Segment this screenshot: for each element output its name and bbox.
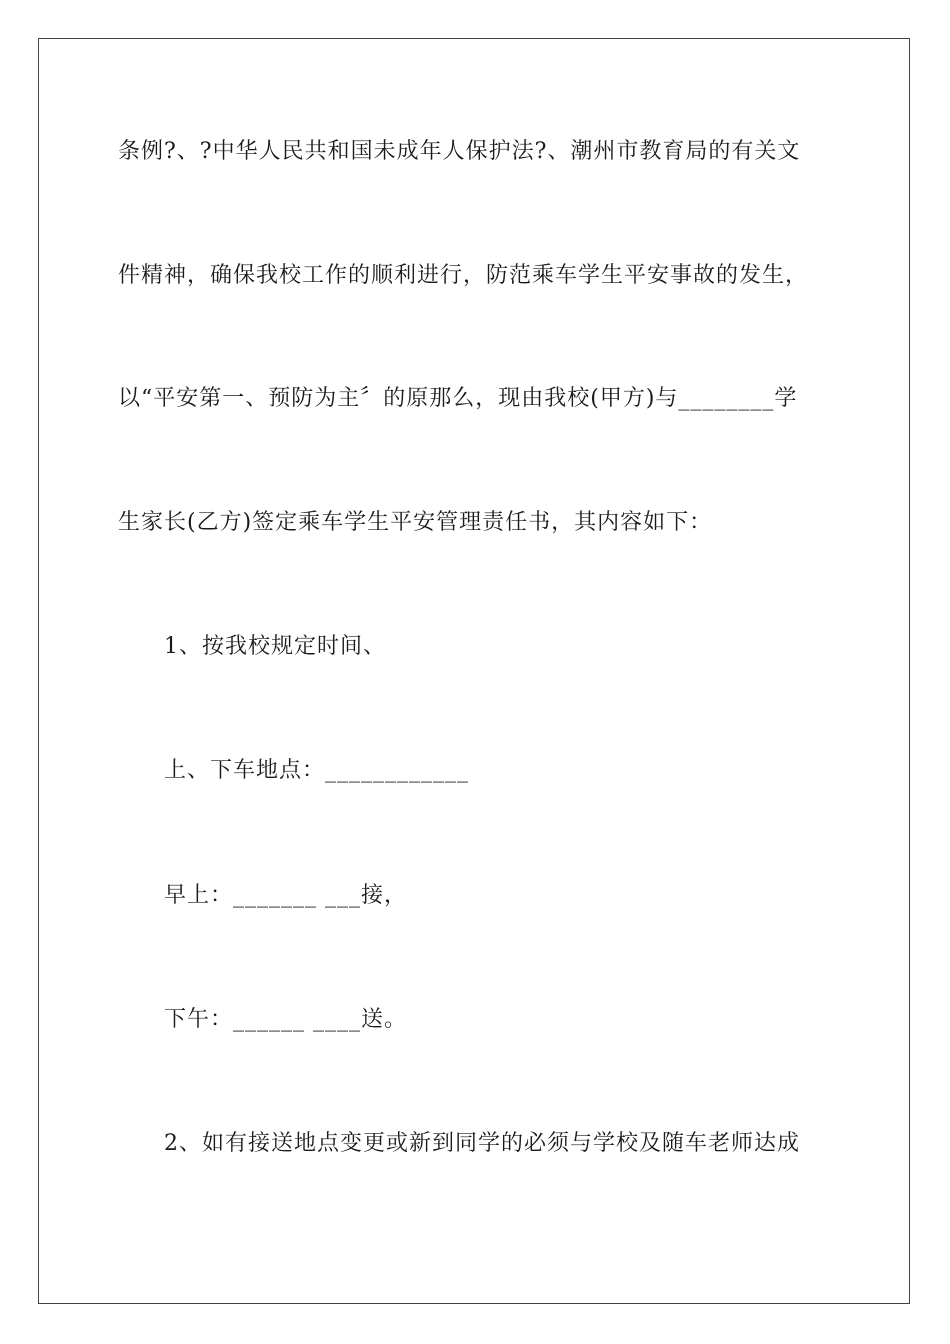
paragraph-line-4: 生家长(乙方)签定乘车学生平安管理责任书，其内容如下： (118, 510, 713, 535)
paragraph-line-3: 以“平安第一、预防为主〞的原那么，现由我校(甲方)与________学 (118, 386, 798, 411)
paragraph-line-2: 件精神，确保我校工作的顺利进行，防范乘车学生平安事故的发生， (118, 263, 809, 288)
afternoon-dropoff-line: 下午：______ ____送。 (164, 1007, 407, 1032)
morning-pickup-line: 早上：_______ ___接， (164, 883, 407, 908)
paragraph-line-1: 条例?、?中华人民共和国未成年人保护法?、潮州市教育局的有关文 (118, 139, 801, 164)
pickup-location-line: 上、下车地点：____________ (164, 758, 470, 783)
list-item-2: 2、如有接送地点变更或新到同学的必须与学校及随车老师达成 (164, 1131, 800, 1156)
page-border (38, 38, 910, 1304)
list-item-1-heading: 1、按我校规定时间、 (164, 634, 386, 659)
